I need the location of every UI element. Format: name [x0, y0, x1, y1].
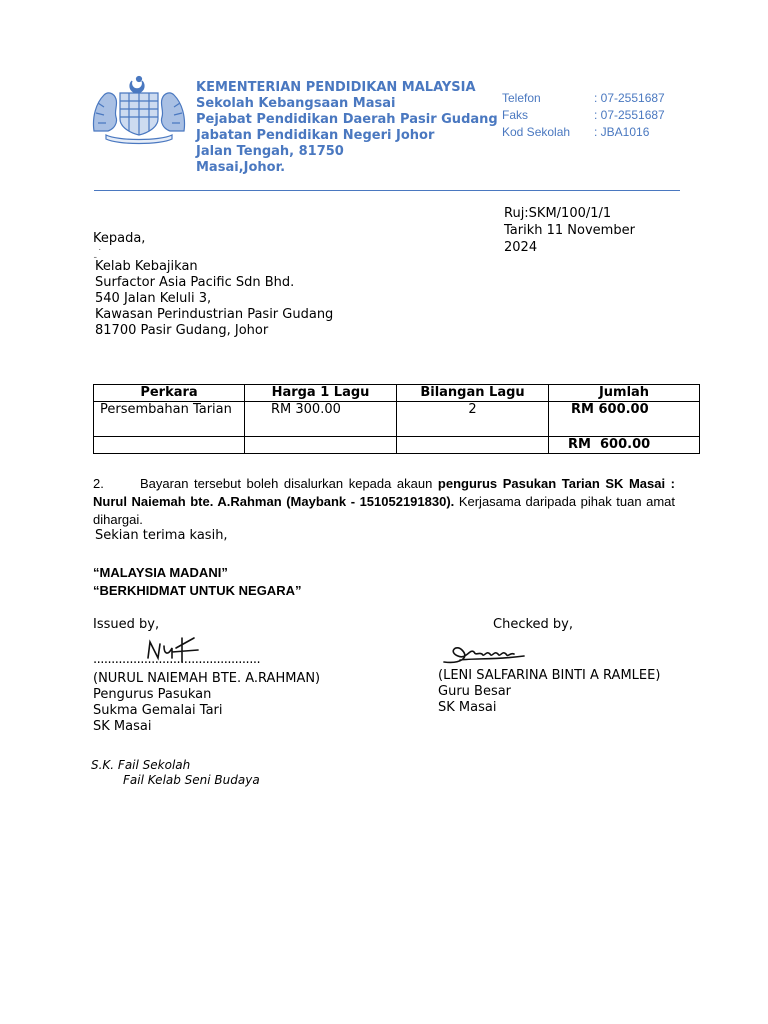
- table-row: [94, 402, 700, 437]
- table-cell: RM 300.00: [245, 402, 397, 437]
- signature-line: ..............................................: [93, 652, 261, 667]
- issued-by-label: Issued by,: [93, 617, 160, 632]
- issuer-title: Pengurus Pasukan: [93, 687, 212, 702]
- closing-line: Sekian terima kasih,: [95, 528, 228, 543]
- motto-line: “BERKHIDMAT UNTUK NEGARA”: [93, 583, 302, 598]
- checker-signature: [440, 638, 528, 668]
- contact-info: [502, 90, 665, 141]
- account-details: pengurus Pasukan Tarian SK Masai : Nurul Naiemah bte. A.Rahman (Maybank - 151052191830).: [93, 476, 676, 509]
- checker-details: [438, 668, 660, 716]
- paragraph-text: Bayaran tersebut boleh disalurkan kepada akaun: [140, 476, 438, 491]
- column-header: Harga 1 Lagu: [245, 385, 397, 402]
- checker-title: Guru Besar: [438, 684, 512, 699]
- issuer-team: Sukma Gemalai Tari: [93, 703, 223, 718]
- recipient-address: [95, 259, 333, 339]
- contact-row-kod-sekolah: [502, 124, 665, 141]
- district-office: Pejabat Pendidikan Daerah Pasir Gudang: [196, 112, 498, 127]
- contact-key: Faks: [502, 108, 529, 122]
- street-address: Jalan Tengah, 81750: [196, 144, 344, 159]
- contact-value: : 07-2551687: [594, 108, 665, 122]
- checked-by-label: Checked by,: [493, 617, 573, 632]
- paragraph-text-end: Kerjasama daripada pihak tuan amat dihargai.: [93, 494, 675, 527]
- checker-name: (LENI SALFARINA BINTI A RAMLEE): [438, 668, 661, 683]
- paragraph-number: 2.: [93, 476, 104, 491]
- issuer-school: SK Masai: [93, 719, 152, 734]
- address-line: 81700 Pasir Gudang, Johor: [95, 323, 269, 338]
- contact-row-faks: [502, 107, 665, 124]
- price-table: [93, 384, 700, 454]
- address-line: 540 Jalan Keluli 3,: [95, 291, 212, 306]
- address-line: Surfactor Asia Pacific Sdn Bhd.: [95, 275, 295, 290]
- organisation-header: [196, 80, 498, 176]
- table-total-row: [94, 437, 700, 454]
- school-name: Sekolah Kebangsaan Masai: [196, 96, 396, 111]
- carbon-copy: [91, 758, 260, 788]
- payment-paragraph: [93, 475, 675, 529]
- reference-number: Ruj:SKM/100/1/1: [504, 206, 612, 221]
- state-department: Jabatan Pendidikan Negeri Johor: [196, 128, 435, 143]
- table-cell: 2: [397, 402, 549, 437]
- cc-line: Fail Kelab Seni Budaya: [123, 773, 260, 787]
- contact-value: : JBA1016: [594, 125, 650, 139]
- table-header-row: [94, 385, 700, 402]
- issuer-name: (NURUL NAIEMAH BTE. A.RAHMAN): [93, 671, 321, 686]
- contact-key: Kod Sekolah: [502, 125, 571, 139]
- issuer-details: [93, 671, 320, 735]
- table-cell: [397, 437, 549, 454]
- letter-date: Tarikh 11 November: [504, 223, 635, 238]
- checker-school: SK Masai: [438, 700, 497, 715]
- coat-of-arms-logo: [88, 73, 190, 145]
- address-line: Kelab Kebajikan: [95, 259, 198, 274]
- ministry-name: KEMENTERIAN PENDIDIKAN MALAYSIA: [196, 80, 476, 95]
- table-cell: [94, 437, 245, 454]
- table-cell: RM 600.00: [549, 437, 700, 454]
- motto-line: “MALAYSIA MADANI”: [93, 565, 228, 580]
- header-divider: [94, 190, 680, 191]
- table-cell: RM 600.00: [549, 402, 700, 437]
- contact-value: : 07-2551687: [594, 91, 665, 105]
- table-cell: [245, 437, 397, 454]
- contact-key: Telefon: [502, 91, 541, 105]
- column-header: Bilangan Lagu: [397, 385, 549, 402]
- address-line: Kawasan Perindustrian Pasir Gudang: [95, 307, 334, 322]
- stray-mark: ˍ˙: [93, 249, 102, 259]
- letter-year: 2024: [504, 240, 538, 255]
- contact-row-telefon: [502, 90, 665, 107]
- salutation: Kepada,: [93, 231, 146, 246]
- column-header: Jumlah: [549, 385, 700, 402]
- cc-line: S.K. Fail Sekolah: [91, 758, 191, 772]
- city-address: Masai,Johor.: [196, 160, 286, 175]
- column-header: Perkara: [94, 385, 245, 402]
- motto: [93, 564, 301, 600]
- reference-block: [504, 205, 635, 256]
- table-cell: Persembahan Tarian: [94, 402, 245, 437]
